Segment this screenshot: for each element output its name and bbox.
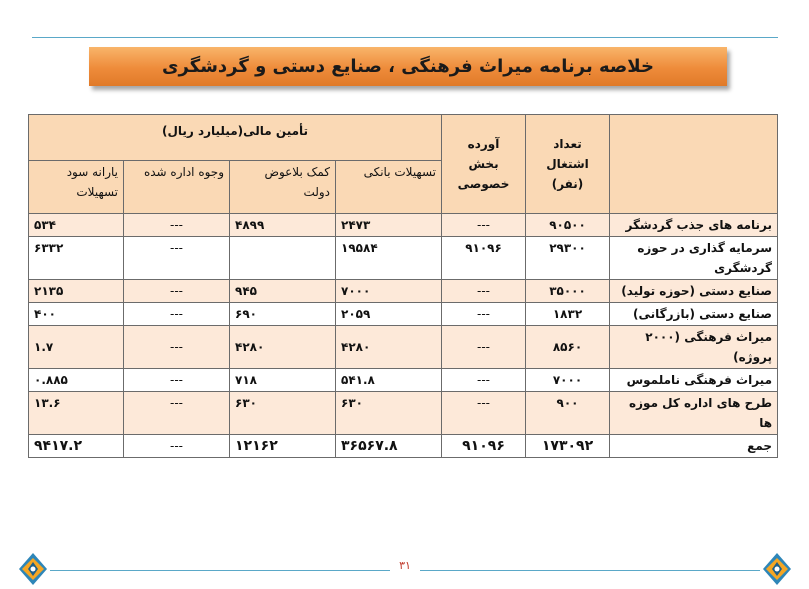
table-row — [29, 280, 778, 303]
cell-bank: ۷۰۰۰ — [336, 280, 442, 303]
cell-grant — [230, 237, 336, 280]
cell-subsidy: ۴۰۰ — [29, 303, 124, 326]
header-managed-funds: وجوه اداره شده — [124, 161, 230, 214]
table-row — [29, 303, 778, 326]
cell-bank: ۵۴۱.۸ — [336, 369, 442, 392]
header-employment: تعداد اشتغال (نفر) — [526, 115, 610, 214]
cell-grant: ۱۲۱۶۲ — [230, 435, 336, 458]
ornament-right-icon — [762, 552, 792, 586]
cell-subsidy: ۱۳.۶ — [29, 392, 124, 435]
cell-private: --- — [442, 214, 526, 237]
header-financing: تأمین مالی(میلیارد ریال) — [29, 115, 442, 161]
cell-grant: ۷۱۸ — [230, 369, 336, 392]
cell-bank: ۴۲۸۰ — [336, 326, 442, 369]
header-interest-subsidy: یارانه سود تسهیلات — [29, 161, 124, 214]
cell-funds: --- — [124, 303, 230, 326]
cell-employment: ۷۰۰۰ — [526, 369, 610, 392]
cell-subsidy: ۹۴۱۷.۲ — [29, 435, 124, 458]
cell-funds: --- — [124, 237, 230, 280]
cell-bank: ۲۴۷۳ — [336, 214, 442, 237]
cell-private: --- — [442, 392, 526, 435]
cell-grant: ۴۲۸۰ — [230, 326, 336, 369]
table-row — [29, 369, 778, 392]
cell-private: --- — [442, 303, 526, 326]
table-row — [29, 326, 778, 369]
row-label-total: جمع — [610, 435, 778, 458]
table-row — [29, 214, 778, 237]
cell-subsidy: ۵۳۴ — [29, 214, 124, 237]
header-private-sector: آورده بخش خصوصی — [442, 115, 526, 214]
row-label: سرمایه گذاری در حوزه گردشگری — [610, 237, 778, 280]
table-row-total — [29, 435, 778, 458]
row-label: میراث فرهنگی ناملموس — [610, 369, 778, 392]
cell-employment: ۸۵۶۰ — [526, 326, 610, 369]
row-label: صنایع دستی (بازرگانی) — [610, 303, 778, 326]
summary-table — [28, 114, 778, 458]
cell-funds: --- — [124, 392, 230, 435]
cell-funds: --- — [124, 280, 230, 303]
bottom-rule-left — [50, 570, 390, 571]
cell-employment: ۹۰۰ — [526, 392, 610, 435]
slide-title-text: خلاصه برنامه میراث فرهنگی ، صنایع دستی و گردشگری — [162, 56, 654, 77]
header-govt-grant: کمک بلاعوض دولت — [230, 161, 336, 214]
row-label: برنامه های جذب گردشگر — [610, 214, 778, 237]
header-bank-facilities: تسهیلات بانکی — [336, 161, 442, 214]
header-empty-cell — [610, 115, 778, 214]
top-rule — [32, 37, 778, 38]
cell-subsidy: ۲۱۳۵ — [29, 280, 124, 303]
cell-bank: ۶۳۰ — [336, 392, 442, 435]
cell-bank: ۲۰۵۹ — [336, 303, 442, 326]
cell-funds: --- — [124, 435, 230, 458]
table-row — [29, 237, 778, 280]
cell-employment: ۱۸۳۲ — [526, 303, 610, 326]
row-label: صنایع دستی (حوزه تولید) — [610, 280, 778, 303]
cell-private: ۹۱۰۹۶ — [442, 435, 526, 458]
cell-subsidy: ۶۳۳۲ — [29, 237, 124, 280]
cell-grant: ۶۳۰ — [230, 392, 336, 435]
cell-employment: ۳۵۰۰۰ — [526, 280, 610, 303]
cell-private: ۹۱۰۹۶ — [442, 237, 526, 280]
cell-subsidy: ۰.۸۸۵ — [29, 369, 124, 392]
row-label: طرح های اداره کل موزه ها — [610, 392, 778, 435]
row-label: میراث فرهنگی (۲۰۰۰ پروژه) — [610, 326, 778, 369]
cell-bank: ۳۶۵۶۷.۸ — [336, 435, 442, 458]
cell-grant: ۴۸۹۹ — [230, 214, 336, 237]
cell-grant: ۶۹۰ — [230, 303, 336, 326]
cell-subsidy: ۱.۷ — [29, 326, 124, 369]
cell-employment: ۲۹۳۰۰ — [526, 237, 610, 280]
cell-bank: ۱۹۵۸۴ — [336, 237, 442, 280]
header-row-1 — [29, 115, 778, 161]
cell-employment: ۱۷۳۰۹۲ — [526, 435, 610, 458]
slide-title — [89, 47, 727, 86]
ornament-left-icon — [18, 552, 48, 586]
cell-private: --- — [442, 326, 526, 369]
cell-grant: ۹۴۵ — [230, 280, 336, 303]
cell-private: --- — [442, 280, 526, 303]
cell-funds: --- — [124, 369, 230, 392]
cell-private: --- — [442, 369, 526, 392]
table-row — [29, 392, 778, 435]
page-number: ۳۱ — [399, 559, 411, 572]
cell-employment: ۹۰۵۰۰ — [526, 214, 610, 237]
cell-funds: --- — [124, 326, 230, 369]
bottom-rule-right — [420, 570, 760, 571]
cell-funds: --- — [124, 214, 230, 237]
